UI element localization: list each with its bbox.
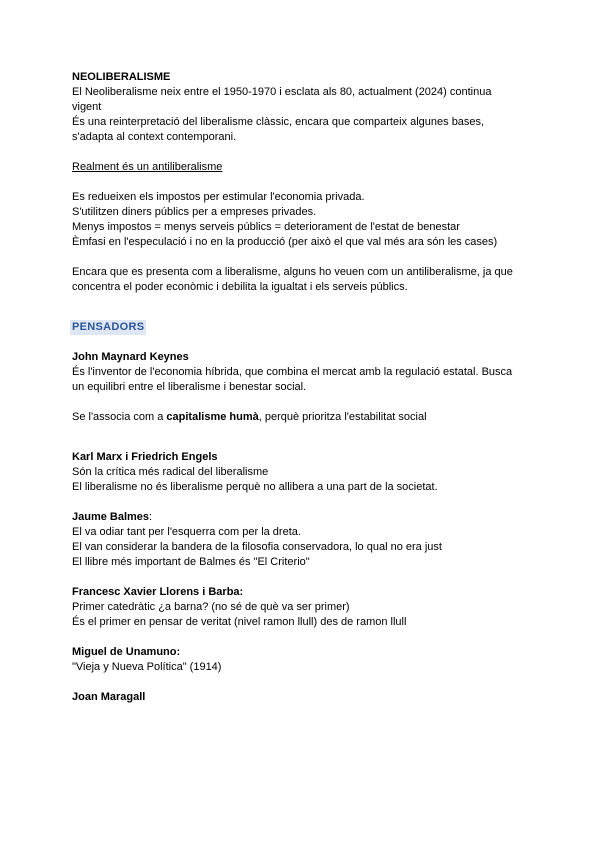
list-item: S'utilitzen diners públics per a empreses privades. xyxy=(72,206,317,218)
paragraph-line: El van considerar la bandera de la filosofia conservadora, lo qual no era just xyxy=(72,541,442,553)
list-item: Menys impostos = menys serveis públics = deteriorament de l'estat de benestar xyxy=(72,221,460,233)
paragraph-line: un equilibri entre el liberalisme i benestar social. xyxy=(72,381,307,393)
paragraph-line: "Vieja y Nueva Política" (1914) xyxy=(72,661,222,673)
paragraph-line: El va odiar tant per l'esquerra com per la dreta. xyxy=(72,526,301,538)
thinker-name-maragall: Joan Maragall xyxy=(72,691,146,703)
paragraph-line: Són la crítica més radical del liberalisme xyxy=(72,466,269,478)
paragraph-line: És una reinterpretació del liberalisme clàssic, encara que comparteix algunes bases, xyxy=(72,116,485,128)
list-item: Es redueixen els impostos per estimular l'economia privada. xyxy=(72,191,365,203)
text-run: Se l'associa com a xyxy=(72,411,167,423)
paragraph-line: s'adapta al context contemporani. xyxy=(72,131,237,143)
paragraph-line: És el primer en pensar de veritat (nivel ramon llull) des de ramon llull xyxy=(72,616,407,628)
paragraph-line: Encara que es presenta com a liberalisme, alguns ho veuen com un antiliberalisme, ja que xyxy=(72,266,513,278)
paragraph-line: És l'inventor de l'economia híbrida, que combina el mercat amb la regulació estatal. Busca xyxy=(72,366,513,378)
paragraph-line: El Neoliberalisme neix entre el 1950-1970 i esclata als 80, actualment (2024) continua xyxy=(72,86,492,98)
list-item: Èmfasi en l'especulació i no en la producció (per això el que val més ara són les cases) xyxy=(72,236,498,248)
section-title-pensadors: PENSADORS xyxy=(72,321,145,333)
paragraph-line: concentra el poder econòmic i debilita la igualtat i els serveis públics. xyxy=(72,281,408,293)
thinker-name-llorens: Francesc Xavier Llorens i Barba: xyxy=(72,586,244,598)
document-content xyxy=(72,70,532,705)
paragraph-line: El liberalisme no és liberalisme perquè no allibera a una part de la societat. xyxy=(72,481,438,493)
paragraph-line: El llibre més important de Balmes és "El Criterio" xyxy=(72,556,310,568)
thinker-name-balmes: Jaume Balmes xyxy=(72,511,150,523)
keynes-association-line xyxy=(72,410,532,425)
paragraph-line: Primer catedràtic ¿a barna? (no sé de què va ser primer) xyxy=(72,601,350,613)
text-run: , perquè prioritza l'estabilitat social xyxy=(258,411,427,423)
thinker-name-keynes: John Maynard Keynes xyxy=(72,351,189,363)
bold-term: capitalisme humà xyxy=(166,411,259,423)
section-title-neoliberalisme: NEOLIBERALISME xyxy=(72,71,171,83)
section-heading-row xyxy=(72,320,532,335)
thinker-name-unamuno: Miguel de Unamuno: xyxy=(72,646,181,658)
subtitle-antiliberalisme: Realment és un antiliberalisme xyxy=(72,161,223,173)
paragraph-line: vigent xyxy=(72,101,102,113)
name-suffix: : xyxy=(149,511,153,523)
thinker-name-marx-engels: Karl Marx i Friedrich Engels xyxy=(72,451,218,463)
thinker-name-row-balmes xyxy=(72,510,532,525)
